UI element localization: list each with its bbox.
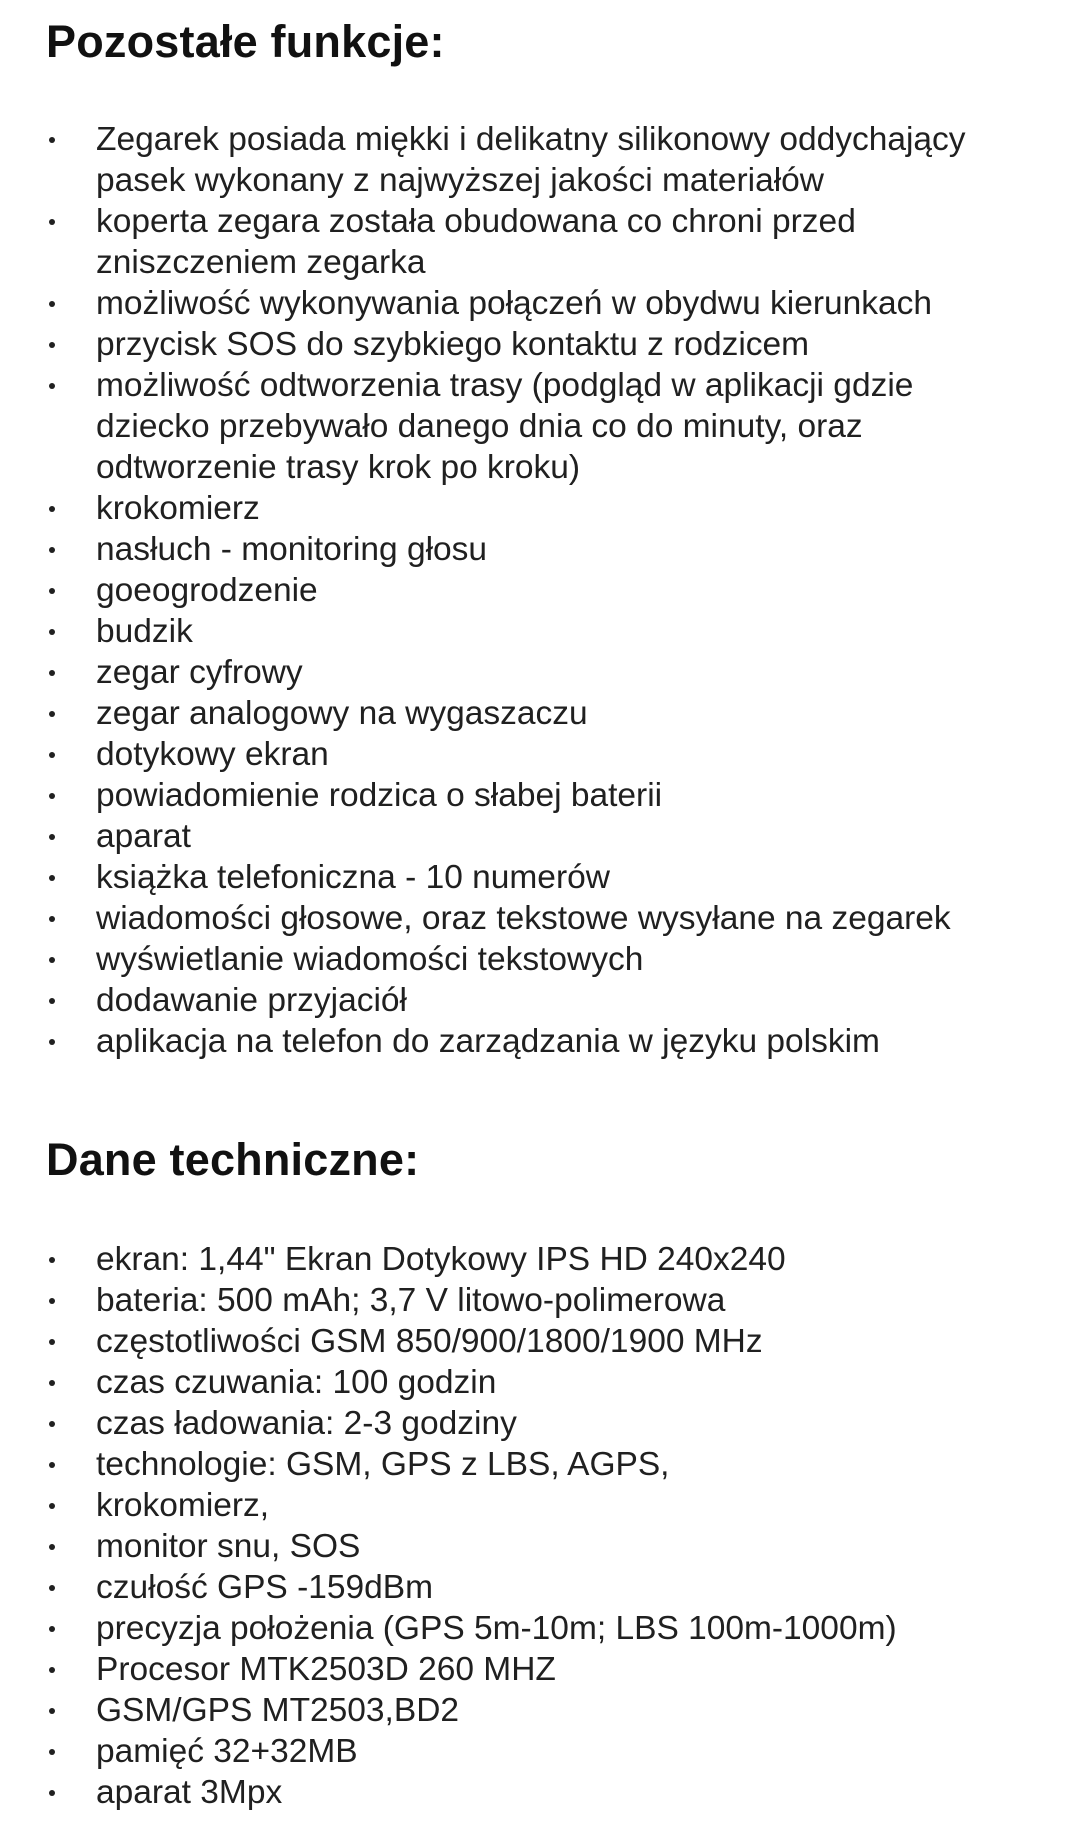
bullet-icon [49, 1749, 55, 1755]
list-item [46, 119, 1036, 201]
list-item [46, 1362, 1036, 1403]
bullet-icon [49, 957, 55, 963]
bullet-icon [49, 1339, 55, 1345]
bullet-icon [49, 219, 55, 225]
bullet-icon [49, 1626, 55, 1632]
bullet-icon [49, 1462, 55, 1468]
list-item [46, 1772, 1036, 1813]
list-item [46, 775, 1036, 816]
bullet-icon [49, 670, 55, 676]
list-item [46, 1690, 1036, 1731]
list-item-text: aparat 3Mpx [96, 1774, 283, 1811]
bullet-icon [49, 506, 55, 512]
bullet-icon [49, 1790, 55, 1796]
list-item-text: zegar analogowy na wygaszaczu [96, 695, 588, 732]
list-item-text: aplikacja na telefon do zarządzania w języku polskim [96, 1023, 880, 1060]
list-item [46, 570, 1036, 611]
list-item [46, 1485, 1036, 1526]
list-item [46, 898, 1036, 939]
list-item-text: nasłuch - monitoring głosu [96, 531, 488, 568]
list-item [46, 939, 1036, 980]
bullet-icon [49, 137, 55, 143]
list-item-text: Procesor MTK2503D 260 MHZ [96, 1651, 556, 1688]
list-item-text: monitor snu, SOS [96, 1528, 361, 1565]
list-item-text: wyświetlanie wiadomości tekstowych [96, 941, 644, 978]
bullet-icon [49, 1585, 55, 1591]
list-item [46, 1321, 1036, 1362]
bullet-icon [49, 342, 55, 348]
bullet-icon [49, 1421, 55, 1427]
list-item [46, 734, 1036, 775]
list-item-text: powiadomienie rodzica o słabej baterii [96, 777, 663, 814]
list-item-text: czułość GPS -159dBm [96, 1569, 433, 1606]
features-heading: Pozostałe funkcje: [46, 16, 445, 67]
list-item [46, 1280, 1036, 1321]
list-item-text: dodawanie przyjaciół [96, 982, 407, 1019]
bullet-icon [49, 1257, 55, 1263]
bullet-icon [49, 1039, 55, 1045]
list-item-text: zegar cyfrowy [96, 654, 303, 691]
list-item-text: krokomierz [96, 490, 260, 527]
list-item-text: bateria: 500 mAh; 3,7 V litowo-polimerowa [96, 1282, 726, 1319]
bullet-icon [49, 793, 55, 799]
bullet-icon [49, 1380, 55, 1386]
list-item [46, 529, 1036, 570]
list-item-text: częstotliwości GSM 850/900/1800/1900 MHz [96, 1323, 763, 1360]
list-item-text: pamięć 32+32MB [96, 1733, 358, 1770]
bullet-icon [49, 875, 55, 881]
list-item [46, 1444, 1036, 1485]
list-item [46, 488, 1036, 529]
list-item [46, 816, 1036, 857]
list-item [46, 857, 1036, 898]
list-item [46, 980, 1036, 1021]
list-item-text: czas ładowania: 2-3 godziny [96, 1405, 517, 1442]
list-item-text: wiadomości głosowe, oraz tekstowe wysyłane na zegarek [96, 900, 951, 937]
list-item-text: budzik [96, 613, 193, 650]
list-item [46, 1021, 1036, 1062]
list-item [46, 652, 1036, 693]
bullet-icon [49, 711, 55, 717]
bullet-icon [49, 383, 55, 389]
bullet-icon [49, 1708, 55, 1714]
list-item [46, 1608, 1036, 1649]
list-item-text: książka telefoniczna - 10 numerów [96, 859, 610, 896]
bullet-icon [49, 1503, 55, 1509]
list-item-text: możliwość wykonywania połączeń w obydwu kierunkach [96, 285, 933, 322]
list-item [46, 1731, 1036, 1772]
bullet-icon [49, 834, 55, 840]
list-item [46, 201, 1036, 283]
list-item-text: Zegarek posiada miękki i delikatny silikonowy oddychający pasek wykonany z najwyższej jakości materiałów [96, 121, 966, 199]
list-item-text: ekran: 1,44" Ekran Dotykowy IPS HD 240x240 [96, 1241, 786, 1278]
specs-list [46, 1239, 1036, 1813]
list-item-text: przycisk SOS do szybkiego kontaktu z rodzicem [96, 326, 810, 363]
bullet-icon [49, 301, 55, 307]
list-item [46, 283, 1036, 324]
list-item [46, 1526, 1036, 1567]
bullet-icon [49, 752, 55, 758]
bullet-icon [49, 1544, 55, 1550]
list-item [46, 1567, 1036, 1608]
list-item [46, 1239, 1036, 1280]
list-item-text: goeogrodzenie [96, 572, 318, 609]
list-item [46, 365, 1036, 488]
bullet-icon [49, 588, 55, 594]
list-item-text: czas czuwania: 100 godzin [96, 1364, 497, 1401]
specs-heading: Dane techniczne: [46, 1134, 420, 1185]
list-item-text: GSM/GPS MT2503,BD2 [96, 1692, 460, 1729]
bullet-icon [49, 547, 55, 553]
bullet-icon [49, 1667, 55, 1673]
bullet-icon [49, 998, 55, 1004]
list-item-text: dotykowy ekran [96, 736, 329, 773]
list-item-text: koperta zegara została obudowana co chroni przed zniszczeniem zegarka [96, 203, 856, 281]
list-item-text: precyzja położenia (GPS 5m-10m; LBS 100m-1000m) [96, 1610, 897, 1647]
bullet-icon [49, 1298, 55, 1304]
list-item [46, 1403, 1036, 1444]
list-item-text: aparat [96, 818, 191, 855]
list-item [46, 1649, 1036, 1690]
bullet-icon [49, 629, 55, 635]
list-item-text: możliwość odtworzenia trasy (podgląd w aplikacji gdzie dziecko przebywało danego dnia co do minuty, oraz odtworzenie trasy krok po kroku) [96, 367, 914, 486]
list-item-text: krokomierz, [96, 1487, 270, 1524]
list-item-text: technologie: GSM, GPS z LBS, AGPS, [96, 1446, 670, 1483]
list-item [46, 611, 1036, 652]
list-item [46, 693, 1036, 734]
features-list [46, 119, 1036, 1062]
bullet-icon [49, 916, 55, 922]
list-item [46, 324, 1036, 365]
